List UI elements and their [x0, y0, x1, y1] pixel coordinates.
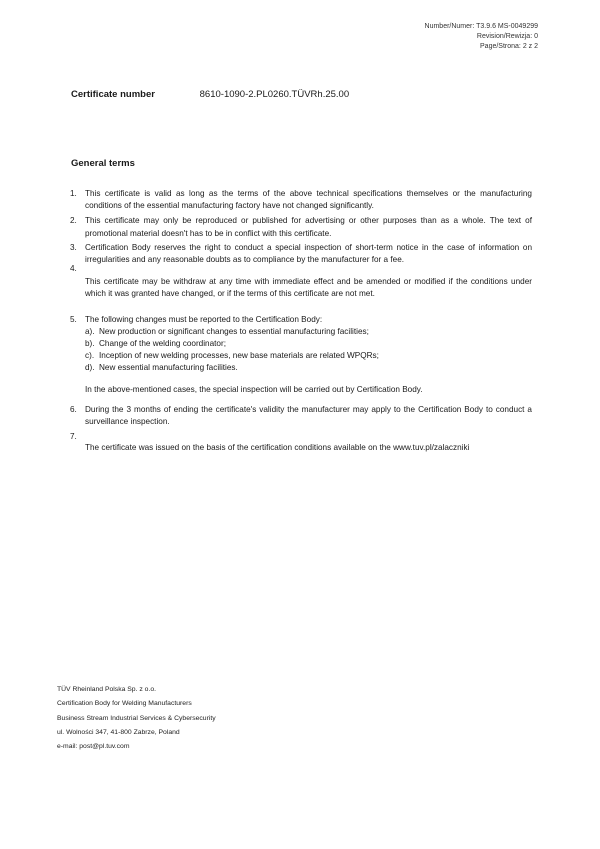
- term-subitem: [85, 326, 532, 338]
- subitem-text: Change of the welding coordinator;: [99, 339, 226, 349]
- term-number: 2.: [70, 216, 77, 226]
- document-number: Number/Numer: T3.9.6 MS-0049299: [424, 23, 538, 30]
- term-number: 6.: [70, 404, 77, 414]
- certificate-number-value: 8610-1090-2.PL0260.TÜVRh.25.00: [199, 89, 350, 100]
- footer-street-address: ul. Wolności 347, 41-800 Zabrze, Poland: [57, 728, 180, 736]
- footer-company: TÜV Rheinland Polska Sp. z o.o.: [57, 686, 156, 693]
- term-number: 4.: [70, 264, 77, 274]
- term-number: 7.: [70, 432, 77, 442]
- document-meta: [425, 22, 538, 52]
- subitem-letter: d).: [85, 363, 95, 373]
- subitem-letter: a).: [85, 326, 95, 336]
- term-number: 3.: [70, 242, 77, 252]
- subitem-text: Inception of new welding processes, new base materials are related WPQRs;: [99, 351, 379, 361]
- general-terms-title: General terms: [71, 158, 135, 169]
- document-revision: Revision/Rewizja: 0: [476, 33, 538, 40]
- subitem-text: New production or significant changes to essential manufacturing facilities;: [99, 326, 369, 336]
- term-text: This certificate may be withdraw at any time with immediate effect and be amended or modified if the conditions under which it was granted have changed, or if the terms of this certificate are not met.: [85, 277, 532, 299]
- term-item: [70, 215, 532, 239]
- term-subitem: [85, 362, 532, 374]
- footer-address: [57, 683, 216, 754]
- certificate-number-label: Certificate number: [71, 89, 155, 100]
- term-number: 5.: [70, 314, 77, 324]
- term-item: [70, 188, 532, 212]
- general-terms-list: [70, 188, 532, 454]
- term-number: 1.: [70, 189, 77, 198]
- term-item: [70, 242, 532, 266]
- term-note: In the above-mentioned cases, the special inspection will be carried out by Certification Body.: [85, 384, 423, 394]
- footer-email: e-mail: post@pl.tuv.com: [57, 743, 130, 751]
- term-item: [70, 314, 532, 396]
- term-text: The certificate was issued on the basis of the certification conditions available on the www.tuv.pl/zalaczniki: [85, 443, 470, 453]
- subitem-letter: c).: [85, 351, 95, 361]
- term-text: Certification Body reserves the right to conduct a special inspection of short-term notice in the case of information on irregularities and any reasonable doubts as to compliance by the manufacturer for a fee.: [85, 242, 532, 265]
- term-item: [70, 264, 532, 300]
- certificate-number-row: [71, 89, 349, 100]
- term-item: [70, 404, 532, 428]
- term-item: [70, 434, 532, 454]
- subitem-letter: b).: [85, 339, 95, 349]
- term-text: This certificate is valid as long as the terms of the above technical specifications themselves or the manufacturing conditions of the essential manufacturing factory have not changed significantly.: [85, 189, 532, 211]
- subitem-text: New essential manufacturing facilities.: [99, 363, 238, 373]
- footer-certification-body: Certification Body for Welding Manufacturers: [57, 700, 192, 708]
- footer-business-stream: Business Stream Industrial Services & Cybersecurity: [57, 714, 216, 722]
- term-text: This certificate may only be reproduced or published for advertising or other purposes than as a whole. The text of promotional material doesn't has to be in conflict with this certificate.: [85, 216, 532, 238]
- term-subitem: [85, 338, 532, 350]
- document-page: Page/Strona: 2 z 2: [480, 43, 538, 50]
- term-text: During the 3 months of ending the certificate's validity the manufacturer may apply to the Certification Body to conduct a surveillance inspection.: [85, 404, 532, 427]
- term-text: The following changes must be reported to the Certification Body:: [85, 314, 323, 324]
- term-subitem: [85, 350, 532, 362]
